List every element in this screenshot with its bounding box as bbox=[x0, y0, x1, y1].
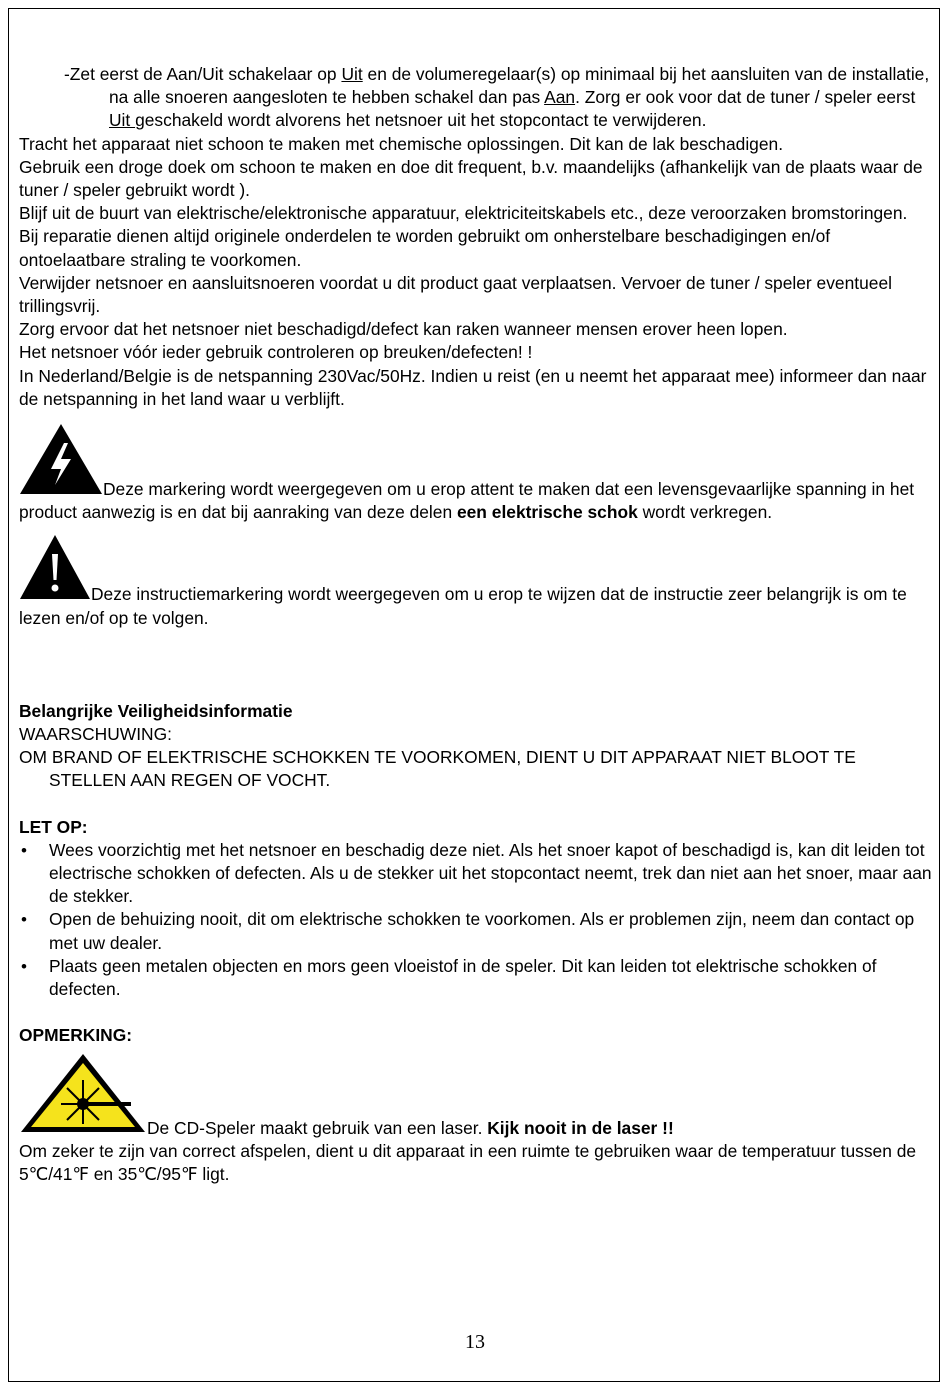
intro-text-4: geschakeld wordt alvorens het netsnoer uit het stopcontact te verwijderen. bbox=[135, 110, 707, 131]
paragraph-moving: Verwijder netsnoer en aansluitsnoeren voordat u dit product gaat verplaatsen. Vervoer de tuner / speler eventueel trillingsvrij. bbox=[19, 272, 892, 317]
intro-text-1: -Zet eerst de Aan/Uit schakelaar op bbox=[64, 64, 342, 84]
page-number: 13 bbox=[465, 1331, 485, 1353]
high-voltage-warning-icon bbox=[19, 423, 103, 495]
attention-text: Deze instructiemarkering wordt weergegeven om u erop te wijzen dat de instructie zeer belangrijk is om te lezen en/of op te volgen. bbox=[19, 584, 907, 628]
bullet-item: • Open de behuizing nooit, dit om elektrische schokken te voorkomen. Als er problemen zijn, neem dan contact op met uw dealer. bbox=[19, 908, 934, 954]
warning-label: WAARSCHUWING: bbox=[19, 724, 172, 745]
laser-paragraph bbox=[19, 1052, 934, 1140]
letop-label: LET OP: bbox=[19, 816, 88, 837]
intro-paragraph bbox=[19, 63, 934, 133]
shock-text-end: wordt verkregen. bbox=[637, 502, 773, 523]
laser-text: De CD-Speler maakt gebruik van een laser. bbox=[147, 1117, 488, 1138]
shock-bold-text: een elektrische schok bbox=[456, 502, 638, 523]
intro-underline-2: Aan bbox=[544, 87, 576, 108]
shock-text: Deze markering wordt weergegeven om u erop attent te maken dat een levensgevaarlijke spanning in het product aanwezig is en dat bij aanraking van deze delen bbox=[19, 479, 915, 523]
shock-warning-paragraph bbox=[19, 423, 934, 524]
remark-label: OPMERKING: bbox=[19, 1025, 133, 1046]
temperature-paragraph: Om zeker te zijn van correct afspelen, dient u dit apparaat in een ruimte te gebruiken waar de temperatuur tussen de 5℃/41℉ en 35℃/95℉ ligt. bbox=[19, 1140, 917, 1184]
laser-bold-text: Kijk nooit in de laser !! bbox=[487, 1117, 674, 1138]
document-body bbox=[19, 63, 934, 1186]
intro-underline-3: Uit bbox=[109, 110, 136, 131]
bullet-item: • Plaats geen metalen objecten en mors geen vloeistof in de speler. Dit kan leiden tot elektrische schokken of defecten. bbox=[19, 955, 934, 1001]
intro-text-3: . Zorg er ook voor dat de tuner / speler eerst bbox=[575, 87, 916, 108]
warning-text: OM BRAND OF ELEKTRISCHE SCHOKKEN TE VOORKOMEN, DIENT U DIT APPARAAT NIET BLOOT TE STELLEN AAN REGEN OF VOCHT. bbox=[19, 747, 856, 791]
laser-warning-icon bbox=[19, 1052, 147, 1134]
paragraph-cord-check: Het netsnoer vóór ieder gebruik controleren op breuken/defecten! ! bbox=[19, 342, 533, 363]
safety-bullet-list bbox=[19, 839, 934, 1001]
exclamation-warning-icon bbox=[19, 534, 91, 600]
paragraph-cleaning: Tracht het apparaat niet schoon te maken met chemische oplossingen. Dit kan de lak beschadigen. bbox=[19, 133, 784, 154]
attention-paragraph bbox=[19, 534, 934, 629]
intro-text-2: en de volumeregelaar(s) op minimaal bij het aansluiten van de installatie, na alle snoeren aangesloten te hebben schakel dan pas bbox=[109, 64, 930, 108]
bullet-item: • Wees voorzichtig met het netsnoer en beschadig deze niet. Als het snoer kapot of beschadigd is, kan dit leiden tot electrische schokken of defecten. Als u de stekker uit het stopcontact neemt, trek dan niet aan het snoer, maar aan de stekker. bbox=[19, 839, 934, 909]
paragraph-dry-cloth: Gebruik een droge doek om schoon te maken en doe dit frequent, b.v. maandelijks (afhankelijk van de plaats waar de tuner / speler gebruikt wordt ). bbox=[19, 156, 923, 201]
intro-underline-1: Uit bbox=[341, 64, 363, 84]
paragraph-cord-damage: Zorg ervoor dat het netsnoer niet beschadigd/defect kan raken wanneer mensen erover heen lopen. bbox=[19, 319, 788, 340]
safety-heading: Belangrijke Veiligheidsinformatie bbox=[19, 700, 293, 721]
paragraph-interference: Blijf uit de buurt van elektrische/elektronische apparatuur, elektriciteitskabels etc., deze veroorzaken bromstoringen. bbox=[19, 203, 908, 224]
paragraph-mains-voltage: In Nederland/Belgie is de netspanning 230Vac/50Hz. Indien u reist (en u neemt het apparaat mee) informeer dan naar de netspanning in het land waar u verblijft. bbox=[19, 365, 927, 409]
paragraph-repair: Bij reparatie dienen altijd originele onderdelen te worden gebruikt om onherstelbare beschadigingen en/of ontoelaatbare straling te voorkomen. bbox=[19, 226, 831, 270]
